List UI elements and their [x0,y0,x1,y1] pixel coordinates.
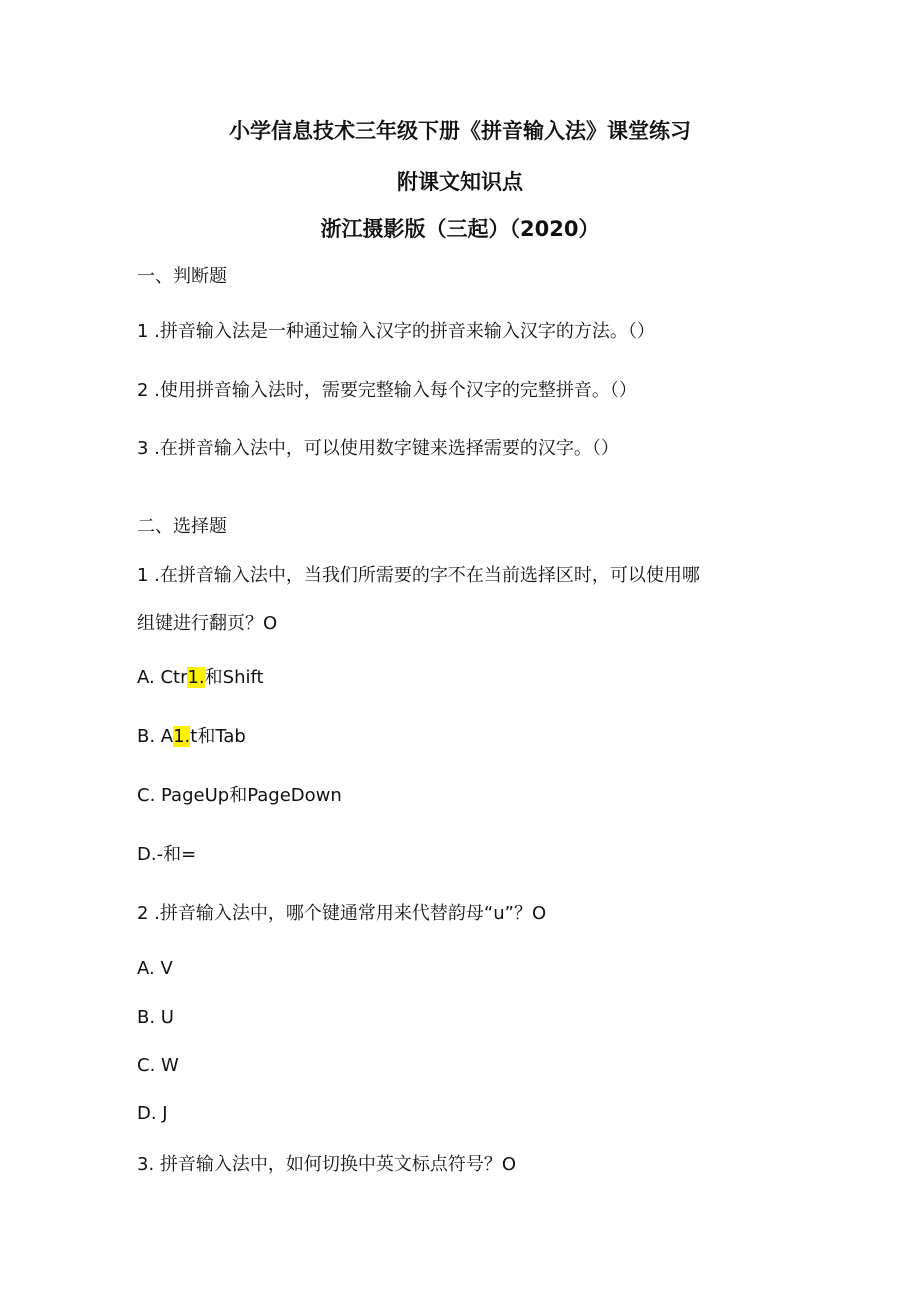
option-b-prefix: B. A [137,726,174,747]
question-2-option-d: D. J [137,1103,168,1124]
document-title: 小学信息技术三年级下册《拼音输入法》课堂练习 [229,119,691,143]
question-1-line-2: 组键进行翻页？O [137,613,278,634]
section-heading-true-false: 一、判断题 [137,266,227,287]
question-2-option-a: A. V [137,958,173,979]
question-2-option-c: C. W [137,1055,179,1076]
document-edition: 浙江摄影版（三起）（2020） [320,217,600,241]
question-1-option-b [137,725,246,749]
question-1-option-a [137,666,264,690]
true-false-item-2: 2 .使用拼音输入法时，需要完整输入每个汉字的完整拼音。（） [137,380,637,401]
section-heading-multiple-choice: 二、选择题 [137,516,227,537]
true-false-item-1: 1 .拼音输入法是一种通过输入汉字的拼音来输入汉字的方法。（） [137,321,655,342]
question-1-option-d: D.-和= [137,844,197,865]
highlight-mark: 1. [187,667,205,688]
question-1-line-1: 1 .在拼音输入法中，当我们所需要的字不在当前选择区时，可以使用哪 [137,565,700,586]
question-2: 2 .拼音输入法中，哪个键通常用来代替韵母“u”？O [137,903,547,924]
document-subtitle: 附课文知识点 [397,170,523,194]
highlight-mark: 1. [173,726,191,747]
question-2-option-b: B. U [137,1007,174,1028]
question-1-option-c: C. PageUp和PageDown [137,785,342,806]
true-false-item-3: 3 .在拼音输入法中，可以使用数字键来选择需要的汉字。（） [137,438,619,459]
question-3: 3. 拼音输入法中，如何切换中英文标点符号？O [137,1154,517,1175]
option-b-suffix: t和Tab [190,726,246,747]
option-a-suffix: 和Shift [204,667,264,688]
option-a-prefix: A. Ctr [137,667,188,688]
